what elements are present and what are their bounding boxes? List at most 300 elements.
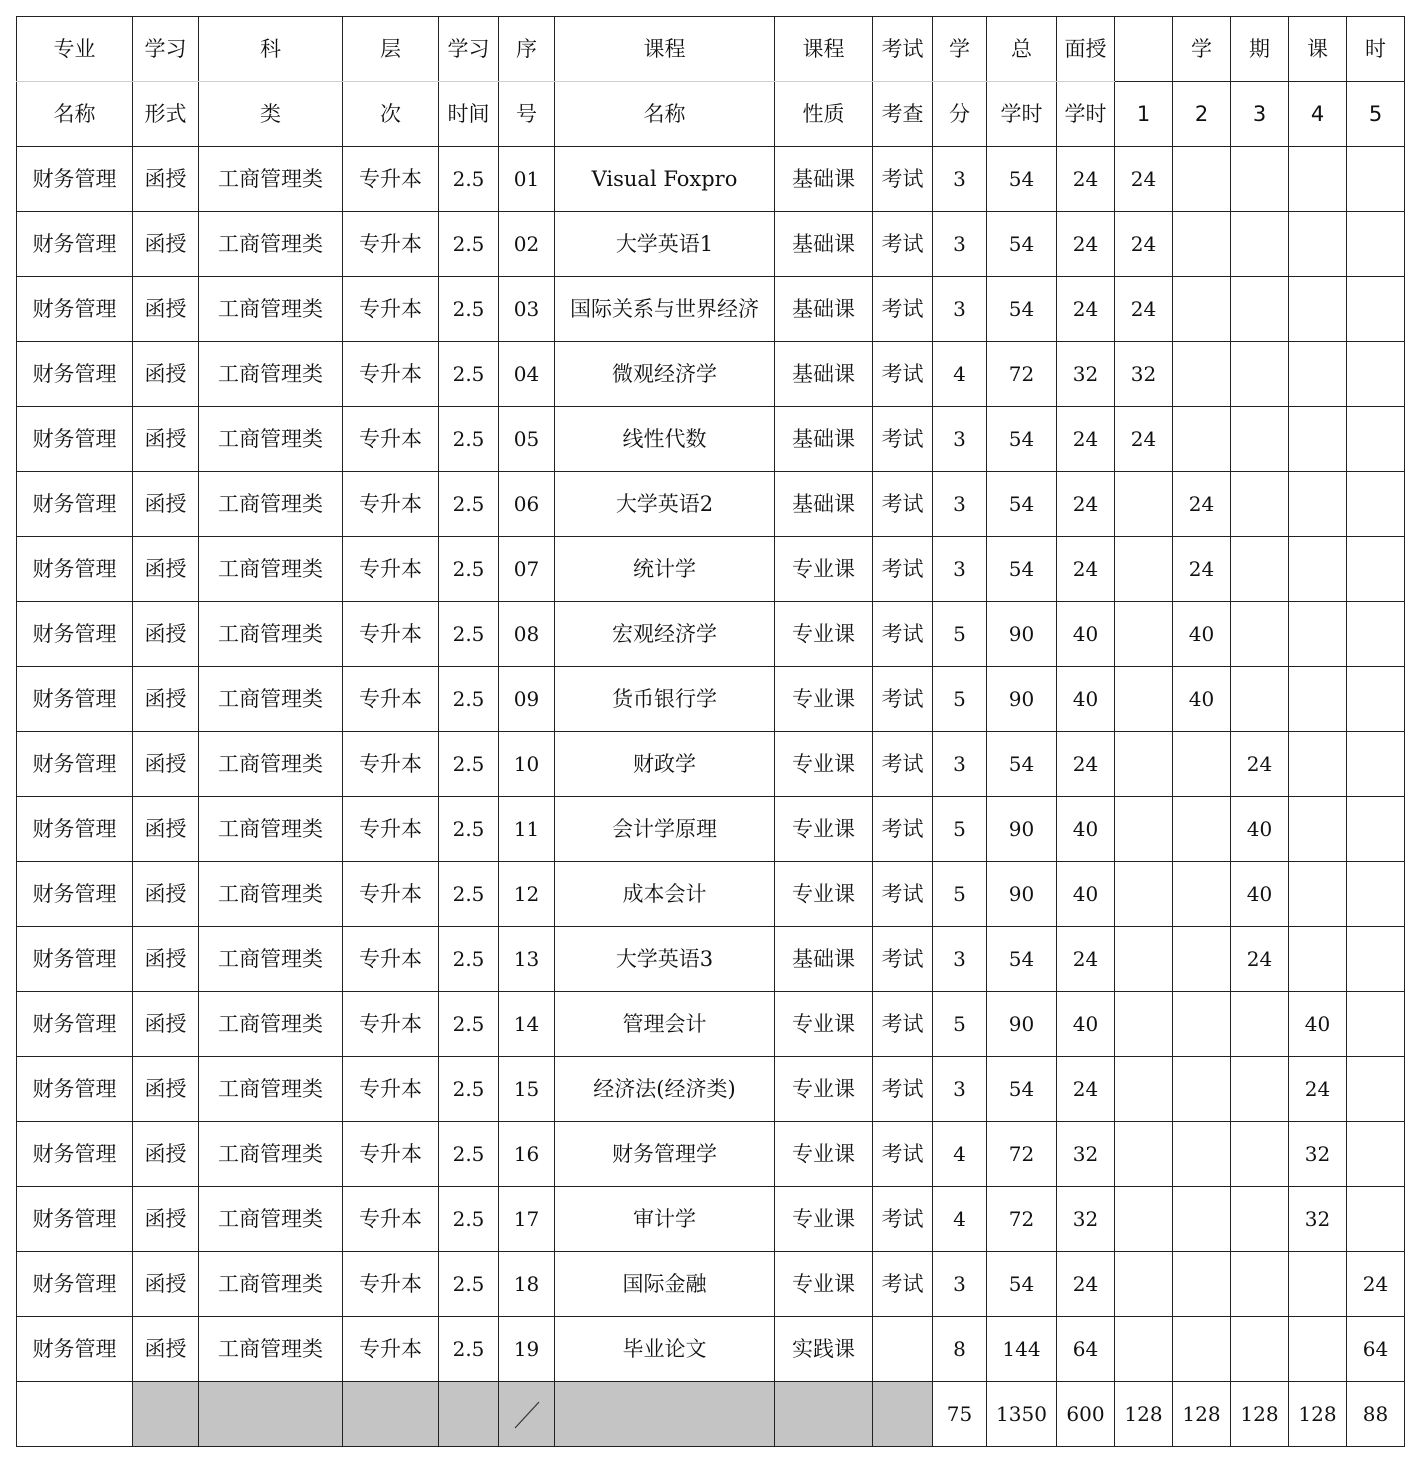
category-cell: 工商管理类 <box>199 342 343 407</box>
total-hours-cell: 54 <box>987 1252 1057 1317</box>
table-row <box>17 212 1405 277</box>
semester-1-cell <box>1115 862 1173 927</box>
total-hours-cell: 54 <box>987 927 1057 992</box>
semester-1-cell <box>1115 472 1173 537</box>
major-cell: 财务管理 <box>17 277 133 342</box>
category-cell: 工商管理类 <box>199 862 343 927</box>
semester-5-cell <box>1347 147 1405 212</box>
face-hours-cell: 24 <box>1057 927 1115 992</box>
face-hours-cell: 24 <box>1057 147 1115 212</box>
level-cell: 专升本 <box>343 602 439 667</box>
major-cell: 财务管理 <box>17 1187 133 1252</box>
header-cell: 性质 <box>775 82 873 147</box>
semester-1-cell <box>1115 992 1173 1057</box>
exam-type-cell: 考试 <box>873 797 933 862</box>
header-cell: 时 <box>1347 17 1405 82</box>
semester-5-cell <box>1347 537 1405 602</box>
semester-1-cell: 24 <box>1115 277 1173 342</box>
header-cell: 学习 <box>133 17 199 82</box>
table-row <box>17 147 1405 212</box>
credit-cell: 3 <box>933 1057 987 1122</box>
total-hours-cell: 72 <box>987 1122 1057 1187</box>
course-name-cell: 统计学 <box>555 537 775 602</box>
course-type-cell: 专业课 <box>775 797 873 862</box>
semester-3-cell <box>1231 472 1289 537</box>
study-years-cell: 2.5 <box>439 992 499 1057</box>
major-cell: 财务管理 <box>17 862 133 927</box>
credit-cell: 5 <box>933 862 987 927</box>
total-hours-cell: 54 <box>987 472 1057 537</box>
study-years-cell: 2.5 <box>439 1317 499 1382</box>
exam-type-cell: 考试 <box>873 212 933 277</box>
study-years-cell: 2.5 <box>439 342 499 407</box>
header-cell: 学 <box>1173 17 1231 82</box>
semester-1-cell <box>1115 732 1173 797</box>
exam-type-cell: 考试 <box>873 1122 933 1187</box>
face-hours-cell: 24 <box>1057 732 1115 797</box>
semester-5-cell <box>1347 862 1405 927</box>
total-s2-cell: 128 <box>1173 1382 1231 1447</box>
category-cell: 工商管理类 <box>199 1057 343 1122</box>
course-number-cell: 05 <box>499 407 555 472</box>
course-name-cell: 大学英语2 <box>555 472 775 537</box>
face-hours-cell: 40 <box>1057 797 1115 862</box>
category-cell: 工商管理类 <box>199 537 343 602</box>
major-cell: 财务管理 <box>17 992 133 1057</box>
course-name-cell: 大学英语1 <box>555 212 775 277</box>
table-row <box>17 407 1405 472</box>
course-type-cell: 专业课 <box>775 1252 873 1317</box>
major-cell: 财务管理 <box>17 472 133 537</box>
semester-3-cell <box>1231 1057 1289 1122</box>
exam-type-cell: 考试 <box>873 147 933 212</box>
semester-4-cell <box>1289 147 1347 212</box>
level-cell: 专升本 <box>343 732 439 797</box>
course-type-cell: 基础课 <box>775 212 873 277</box>
total-hours-cell: 54 <box>987 147 1057 212</box>
credit-cell: 5 <box>933 667 987 732</box>
table-row <box>17 602 1405 667</box>
semester-5-cell <box>1347 212 1405 277</box>
total-hours-cell: 90 <box>987 862 1057 927</box>
credit-cell: 5 <box>933 992 987 1057</box>
total-hours-cell: 144 <box>987 1317 1057 1382</box>
study-form-cell: 函授 <box>133 212 199 277</box>
semester-header-cell: 2 <box>1173 82 1231 147</box>
category-cell: 工商管理类 <box>199 602 343 667</box>
semester-5-cell <box>1347 472 1405 537</box>
header-cell: 名称 <box>17 82 133 147</box>
face-hours-cell: 40 <box>1057 862 1115 927</box>
semester-1-cell <box>1115 537 1173 602</box>
semester-4-cell <box>1289 537 1347 602</box>
header-cell: 期 <box>1231 17 1289 82</box>
face-hours-cell: 32 <box>1057 342 1115 407</box>
table-row <box>17 537 1405 602</box>
course-name-cell: 毕业论文 <box>555 1317 775 1382</box>
course-number-cell: 12 <box>499 862 555 927</box>
total-s1-cell: 128 <box>1115 1382 1173 1447</box>
category-cell: 工商管理类 <box>199 277 343 342</box>
total-empty-cell <box>133 1382 199 1447</box>
major-cell: 财务管理 <box>17 667 133 732</box>
exam-type-cell: 考试 <box>873 1252 933 1317</box>
course-number-cell: 03 <box>499 277 555 342</box>
semester-5-cell <box>1347 992 1405 1057</box>
semester-3-cell <box>1231 147 1289 212</box>
course-type-cell: 基础课 <box>775 407 873 472</box>
semester-2-cell: 40 <box>1173 602 1231 667</box>
header-cell: 课 <box>1289 17 1347 82</box>
course-type-cell: 专业课 <box>775 862 873 927</box>
header-cell: 分 <box>933 82 987 147</box>
semester-5-cell <box>1347 732 1405 797</box>
course-number-cell: 18 <box>499 1252 555 1317</box>
category-cell: 工商管理类 <box>199 212 343 277</box>
level-cell: 专升本 <box>343 147 439 212</box>
table-row <box>17 1057 1405 1122</box>
study-form-cell: 函授 <box>133 472 199 537</box>
header-cell: 号 <box>499 82 555 147</box>
total-hours-cell: 54 <box>987 1057 1057 1122</box>
course-number-cell: 02 <box>499 212 555 277</box>
course-name-cell: 管理会计 <box>555 992 775 1057</box>
level-cell: 专升本 <box>343 407 439 472</box>
semester-1-cell <box>1115 1317 1173 1382</box>
face-hours-cell: 40 <box>1057 602 1115 667</box>
totals-row <box>17 1382 1405 1447</box>
level-cell: 专升本 <box>343 277 439 342</box>
semester-4-cell: 32 <box>1289 1122 1347 1187</box>
semester-1-cell <box>1115 1057 1173 1122</box>
semester-1-cell: 32 <box>1115 342 1173 407</box>
course-number-cell: 04 <box>499 342 555 407</box>
table-row <box>17 1252 1405 1317</box>
total-hours-cell: 54 <box>987 537 1057 602</box>
course-name-cell: 大学英语3 <box>555 927 775 992</box>
semester-5-cell <box>1347 1057 1405 1122</box>
total-empty-cell <box>873 1382 933 1447</box>
semester-1-cell: 24 <box>1115 147 1173 212</box>
level-cell: 专升本 <box>343 212 439 277</box>
header-cell: 学时 <box>987 82 1057 147</box>
course-name-cell: 微观经济学 <box>555 342 775 407</box>
course-name-cell: 成本会计 <box>555 862 775 927</box>
semester-3-cell: 40 <box>1231 862 1289 927</box>
semester-3-cell <box>1231 537 1289 602</box>
face-hours-cell: 24 <box>1057 537 1115 602</box>
semester-3-cell <box>1231 602 1289 667</box>
study-form-cell: 函授 <box>133 667 199 732</box>
total-s5-cell: 88 <box>1347 1382 1405 1447</box>
semester-5-cell <box>1347 342 1405 407</box>
face-hours-cell: 24 <box>1057 1252 1115 1317</box>
semester-2-cell <box>1173 732 1231 797</box>
semester-4-cell <box>1289 472 1347 537</box>
study-form-cell: 函授 <box>133 797 199 862</box>
major-cell: 财务管理 <box>17 797 133 862</box>
semester-3-cell <box>1231 992 1289 1057</box>
study-years-cell: 2.5 <box>439 1057 499 1122</box>
header-cell: 学时 <box>1057 82 1115 147</box>
course-name-cell: 经济法(经济类) <box>555 1057 775 1122</box>
total-credit-cell: 75 <box>933 1382 987 1447</box>
semester-3-cell: 24 <box>1231 927 1289 992</box>
header-cell: 类 <box>199 82 343 147</box>
semester-2-cell <box>1173 407 1231 472</box>
header-cell: 形式 <box>133 82 199 147</box>
header-cell: 名称 <box>555 82 775 147</box>
exam-type-cell: 考试 <box>873 602 933 667</box>
major-cell: 财务管理 <box>17 732 133 797</box>
exam-type-cell: 考试 <box>873 342 933 407</box>
total-hours-cell: 72 <box>987 342 1057 407</box>
course-number-cell: 14 <box>499 992 555 1057</box>
total-face-cell: 600 <box>1057 1382 1115 1447</box>
semester-1-cell: 24 <box>1115 407 1173 472</box>
credit-cell: 8 <box>933 1317 987 1382</box>
header-cell: 面授 <box>1057 17 1115 82</box>
header-cell: 学 <box>933 17 987 82</box>
total-hours-cell: 90 <box>987 992 1057 1057</box>
study-form-cell: 函授 <box>133 277 199 342</box>
category-cell: 工商管理类 <box>199 797 343 862</box>
semester-5-cell <box>1347 667 1405 732</box>
semester-3-cell <box>1231 1252 1289 1317</box>
exam-type-cell: 考试 <box>873 537 933 602</box>
semester-5-cell <box>1347 277 1405 342</box>
credit-cell: 3 <box>933 732 987 797</box>
semester-2-cell <box>1173 927 1231 992</box>
total-empty-cell <box>17 1382 133 1447</box>
study-form-cell: 函授 <box>133 927 199 992</box>
category-cell: 工商管理类 <box>199 927 343 992</box>
header-cell: 总 <box>987 17 1057 82</box>
major-cell: 财务管理 <box>17 1057 133 1122</box>
semester-4-cell <box>1289 277 1347 342</box>
table-row <box>17 1317 1405 1382</box>
major-cell: 财务管理 <box>17 407 133 472</box>
semester-2-cell <box>1173 992 1231 1057</box>
study-years-cell: 2.5 <box>439 862 499 927</box>
semester-1-cell <box>1115 667 1173 732</box>
credit-cell: 3 <box>933 407 987 472</box>
semester-3-cell: 24 <box>1231 732 1289 797</box>
study-form-cell: 函授 <box>133 537 199 602</box>
semester-2-cell: 40 <box>1173 667 1231 732</box>
course-name-cell: 财务管理学 <box>555 1122 775 1187</box>
course-number-cell: 15 <box>499 1057 555 1122</box>
course-type-cell: 专业课 <box>775 602 873 667</box>
semester-1-cell: 24 <box>1115 212 1173 277</box>
credit-cell: 3 <box>933 277 987 342</box>
level-cell: 专升本 <box>343 537 439 602</box>
level-cell: 专升本 <box>343 927 439 992</box>
table-row <box>17 862 1405 927</box>
face-hours-cell: 24 <box>1057 1057 1115 1122</box>
level-cell: 专升本 <box>343 342 439 407</box>
exam-type-cell: 考试 <box>873 927 933 992</box>
category-cell: 工商管理类 <box>199 1317 343 1382</box>
exam-type-cell: 考试 <box>873 732 933 797</box>
study-years-cell: 2.5 <box>439 407 499 472</box>
course-type-cell: 基础课 <box>775 342 873 407</box>
semester-3-cell <box>1231 212 1289 277</box>
total-hours-cell: 72 <box>987 1187 1057 1252</box>
face-hours-cell: 24 <box>1057 277 1115 342</box>
course-number-cell: 10 <box>499 732 555 797</box>
course-type-cell: 实践课 <box>775 1317 873 1382</box>
course-name-cell: 财政学 <box>555 732 775 797</box>
study-years-cell: 2.5 <box>439 472 499 537</box>
exam-type-cell: 考试 <box>873 472 933 537</box>
table-row <box>17 1122 1405 1187</box>
table-row <box>17 927 1405 992</box>
header-cell: 专业 <box>17 17 133 82</box>
course-name-cell: 货币银行学 <box>555 667 775 732</box>
semester-2-cell <box>1173 212 1231 277</box>
header-cell: 科 <box>199 17 343 82</box>
semester-4-cell <box>1289 927 1347 992</box>
study-form-cell: 函授 <box>133 1252 199 1317</box>
header-cell: 序 <box>499 17 555 82</box>
semester-2-cell <box>1173 147 1231 212</box>
header-cell: 课程 <box>775 17 873 82</box>
semester-4-cell <box>1289 407 1347 472</box>
total-total-cell: 1350 <box>987 1382 1057 1447</box>
exam-type-cell: 考试 <box>873 1187 933 1252</box>
credit-cell: 5 <box>933 797 987 862</box>
level-cell: 专升本 <box>343 1317 439 1382</box>
course-type-cell: 基础课 <box>775 927 873 992</box>
semester-4-cell <box>1289 1252 1347 1317</box>
major-cell: 财务管理 <box>17 212 133 277</box>
semester-1-cell <box>1115 602 1173 667</box>
semester-1-cell <box>1115 1252 1173 1317</box>
study-years-cell: 2.5 <box>439 927 499 992</box>
semester-header-cell: 4 <box>1289 82 1347 147</box>
semester-2-cell: 24 <box>1173 537 1231 602</box>
semester-5-cell <box>1347 602 1405 667</box>
study-years-cell: 2.5 <box>439 537 499 602</box>
level-cell: 专升本 <box>343 992 439 1057</box>
level-cell: 专升本 <box>343 1122 439 1187</box>
course-type-cell: 专业课 <box>775 992 873 1057</box>
exam-type-cell: 考试 <box>873 992 933 1057</box>
study-years-cell: 2.5 <box>439 147 499 212</box>
semester-1-cell <box>1115 1187 1173 1252</box>
course-number-cell: 01 <box>499 147 555 212</box>
major-cell: 财务管理 <box>17 147 133 212</box>
header-cell <box>1115 17 1173 82</box>
study-years-cell: 2.5 <box>439 1187 499 1252</box>
face-hours-cell: 32 <box>1057 1122 1115 1187</box>
exam-type-cell: 考试 <box>873 1057 933 1122</box>
semester-4-cell: 32 <box>1289 1187 1347 1252</box>
course-name-cell: 宏观经济学 <box>555 602 775 667</box>
header-cell: 次 <box>343 82 439 147</box>
total-hours-cell: 54 <box>987 277 1057 342</box>
category-cell: 工商管理类 <box>199 732 343 797</box>
exam-type-cell: 考试 <box>873 667 933 732</box>
major-cell: 财务管理 <box>17 602 133 667</box>
study-form-cell: 函授 <box>133 1317 199 1382</box>
course-number-cell: 09 <box>499 667 555 732</box>
semester-2-cell <box>1173 1057 1231 1122</box>
semester-3-cell <box>1231 1187 1289 1252</box>
semester-2-cell <box>1173 797 1231 862</box>
table-row <box>17 797 1405 862</box>
category-cell: 工商管理类 <box>199 1122 343 1187</box>
category-cell: 工商管理类 <box>199 472 343 537</box>
credit-cell: 3 <box>933 1252 987 1317</box>
total-hours-cell: 90 <box>987 667 1057 732</box>
credit-cell: 4 <box>933 1122 987 1187</box>
study-years-cell: 2.5 <box>439 277 499 342</box>
semester-3-cell <box>1231 277 1289 342</box>
level-cell: 专升本 <box>343 472 439 537</box>
credit-cell: 3 <box>933 537 987 602</box>
course-name-cell: 审计学 <box>555 1187 775 1252</box>
study-form-cell: 函授 <box>133 342 199 407</box>
total-hours-cell: 54 <box>987 212 1057 277</box>
category-cell: 工商管理类 <box>199 992 343 1057</box>
semester-4-cell: 24 <box>1289 1057 1347 1122</box>
study-years-cell: 2.5 <box>439 1252 499 1317</box>
category-cell: 工商管理类 <box>199 1187 343 1252</box>
semester-2-cell <box>1173 1187 1231 1252</box>
course-type-cell: 专业课 <box>775 667 873 732</box>
semester-3-cell: 40 <box>1231 797 1289 862</box>
level-cell: 专升本 <box>343 1252 439 1317</box>
semester-header-cell: 3 <box>1231 82 1289 147</box>
course-number-cell: 06 <box>499 472 555 537</box>
semester-1-cell <box>1115 1122 1173 1187</box>
semester-5-cell <box>1347 1187 1405 1252</box>
exam-type-cell <box>873 1317 933 1382</box>
course-number-cell: 19 <box>499 1317 555 1382</box>
semester-3-cell <box>1231 1317 1289 1382</box>
level-cell: 专升本 <box>343 797 439 862</box>
credit-cell: 3 <box>933 472 987 537</box>
header-row-2 <box>17 82 1405 147</box>
semester-4-cell <box>1289 862 1347 927</box>
semester-header-cell: 5 <box>1347 82 1405 147</box>
face-hours-cell: 40 <box>1057 667 1115 732</box>
semester-5-cell <box>1347 1122 1405 1187</box>
semester-2-cell <box>1173 1252 1231 1317</box>
category-cell: 工商管理类 <box>199 1252 343 1317</box>
study-years-cell: 2.5 <box>439 212 499 277</box>
study-form-cell: 函授 <box>133 1187 199 1252</box>
face-hours-cell: 24 <box>1057 212 1115 277</box>
category-cell: 工商管理类 <box>199 147 343 212</box>
major-cell: 财务管理 <box>17 927 133 992</box>
course-name-cell: 国际关系与世界经济 <box>555 277 775 342</box>
course-number-cell: 17 <box>499 1187 555 1252</box>
course-name-cell: 线性代数 <box>555 407 775 472</box>
header-cell: 考试 <box>873 17 933 82</box>
major-cell: 财务管理 <box>17 1252 133 1317</box>
course-number-cell: 11 <box>499 797 555 862</box>
level-cell: 专升本 <box>343 1057 439 1122</box>
table-row <box>17 992 1405 1057</box>
course-type-cell: 专业课 <box>775 1122 873 1187</box>
semester-2-cell <box>1173 862 1231 927</box>
face-hours-cell: 24 <box>1057 407 1115 472</box>
total-s4-cell: 128 <box>1289 1382 1347 1447</box>
course-type-cell: 基础课 <box>775 277 873 342</box>
